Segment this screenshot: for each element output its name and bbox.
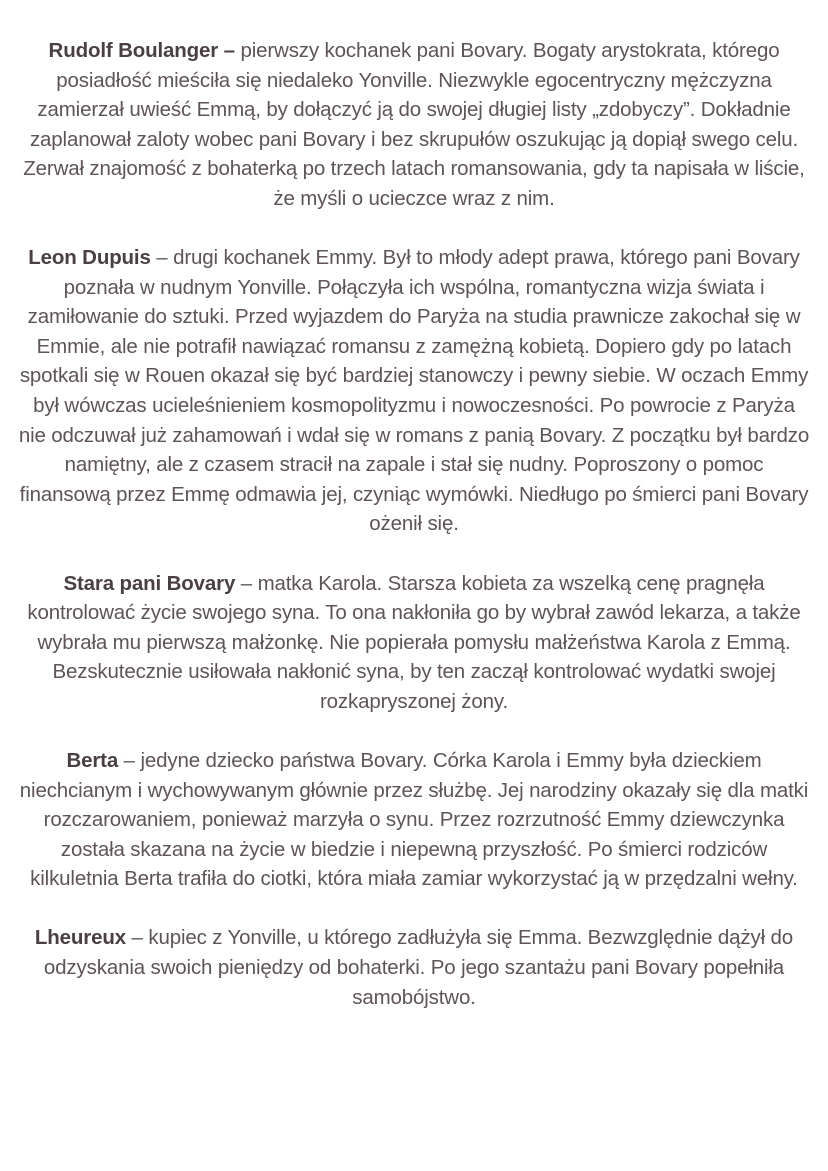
separator-dash: – [150, 246, 174, 270]
character-name: Lheureux [34, 926, 126, 950]
separator-dash: – [218, 39, 241, 62]
character-description: drugi kochanek Emmy. Był to młody adept prawa, którego pani Bovary poznała w nudnym Yonville. Połączyła ich wspólna, romantyczna wizja świata i zamiłowanie do sztuki. Przed wyjazdem do Paryża na studia prawnicze zakochał się w Emmie, ale nie potrafił nawiązać romansu z zamężną kobietą. Dopiero gdy po latach spotkali się w Rouen okazał się być bardziej stanowczy i pewny siebie. W oczach Emmy był wówczas ucieleśnieniem kosmopolityzmu i nowoczesności. Po powrocie z Paryża nie odczuwał już zahamowań i wdał się w romans z panią Bovary. Z początku był bardzo namiętny, ale z czasem stracił na zapale i stał się nudny. Poproszony o pomoc finansową przez Emmę odmawia jej, czyniąc wymówki. Niedługo po śmierci pani Bovary ożenił się. [18, 246, 810, 536]
entry-berta [18, 746, 810, 894]
separator-dash: – [235, 571, 258, 595]
entry-leon-dupuis [18, 243, 810, 539]
character-description: pierwszy kochanek pani Bovary. Bogaty arystokrata, którego posiadłość mieściła się niedaleko Yonville. Niezwykle egocentryczny mężczyzna zamierzał uwieść Emmą, by dołączyć ją do swojej długiej listy „zdobyczy”. Dokładnie zaplanował zaloty wobec pani Bovary i bez skrupułów oszukując ją dopiął swego celu. Zerwał znajomość z bohaterką po trzech latach romansowania, gdy ta napisała w liście, że myśli o ucieczce wraz z nim. [23, 39, 805, 210]
entry-stara-pani-bovary [18, 569, 810, 717]
entry-lheureux [18, 923, 810, 1012]
separator-dash: – [118, 748, 141, 772]
separator-dash: – [126, 926, 149, 950]
character-name: Rudolf Boulanger [48, 39, 219, 62]
character-description: kupiec z Yonville, u którego zadłużyła się Emma. Bezwzględnie dążył do odzyskania swoich pieniędzy od bohaterki. Po jego szantażu pani Bovary popełniła samobójstwo. [43, 926, 794, 1009]
character-name: Berta [66, 748, 119, 772]
character-name: Leon Dupuis [28, 246, 151, 270]
character-description: matka Karola. Starsza kobieta za wszelką cenę pragnęła kontrolować życie swojego syna. To ona nakłoniła go by wybrał zawód lekarza, a także wybrała mu pierwszą małżonkę. Nie popierała pomysłu małżeństwa Karola z Emmą. Bezskutecznie usiłowała nakłonić syna, by ten zaczął kontrolować wydatki swojej rozkapryszonej żony. [27, 571, 801, 713]
character-description: jedyne dziecko państwa Bovary. Córka Karola i Emmy była dzieckiem niechcianym i wychowywanym głównie przez służbę. Jej narodziny okazały się dla matki rozczarowaniem, ponieważ marzyła o synu. Przez rozrzutność Emmy dziewczynka została skazana na życie w biedzie i niepewną przyszłość. Po śmierci rodziców kilkuletnia Berta trafiła do ciotki, która miała zamiar wykorzystać ją w przędzalni wełny. [19, 748, 809, 891]
character-name: Stara pani Bovary [63, 571, 236, 595]
entry-rudolf-boulanger [18, 36, 810, 214]
